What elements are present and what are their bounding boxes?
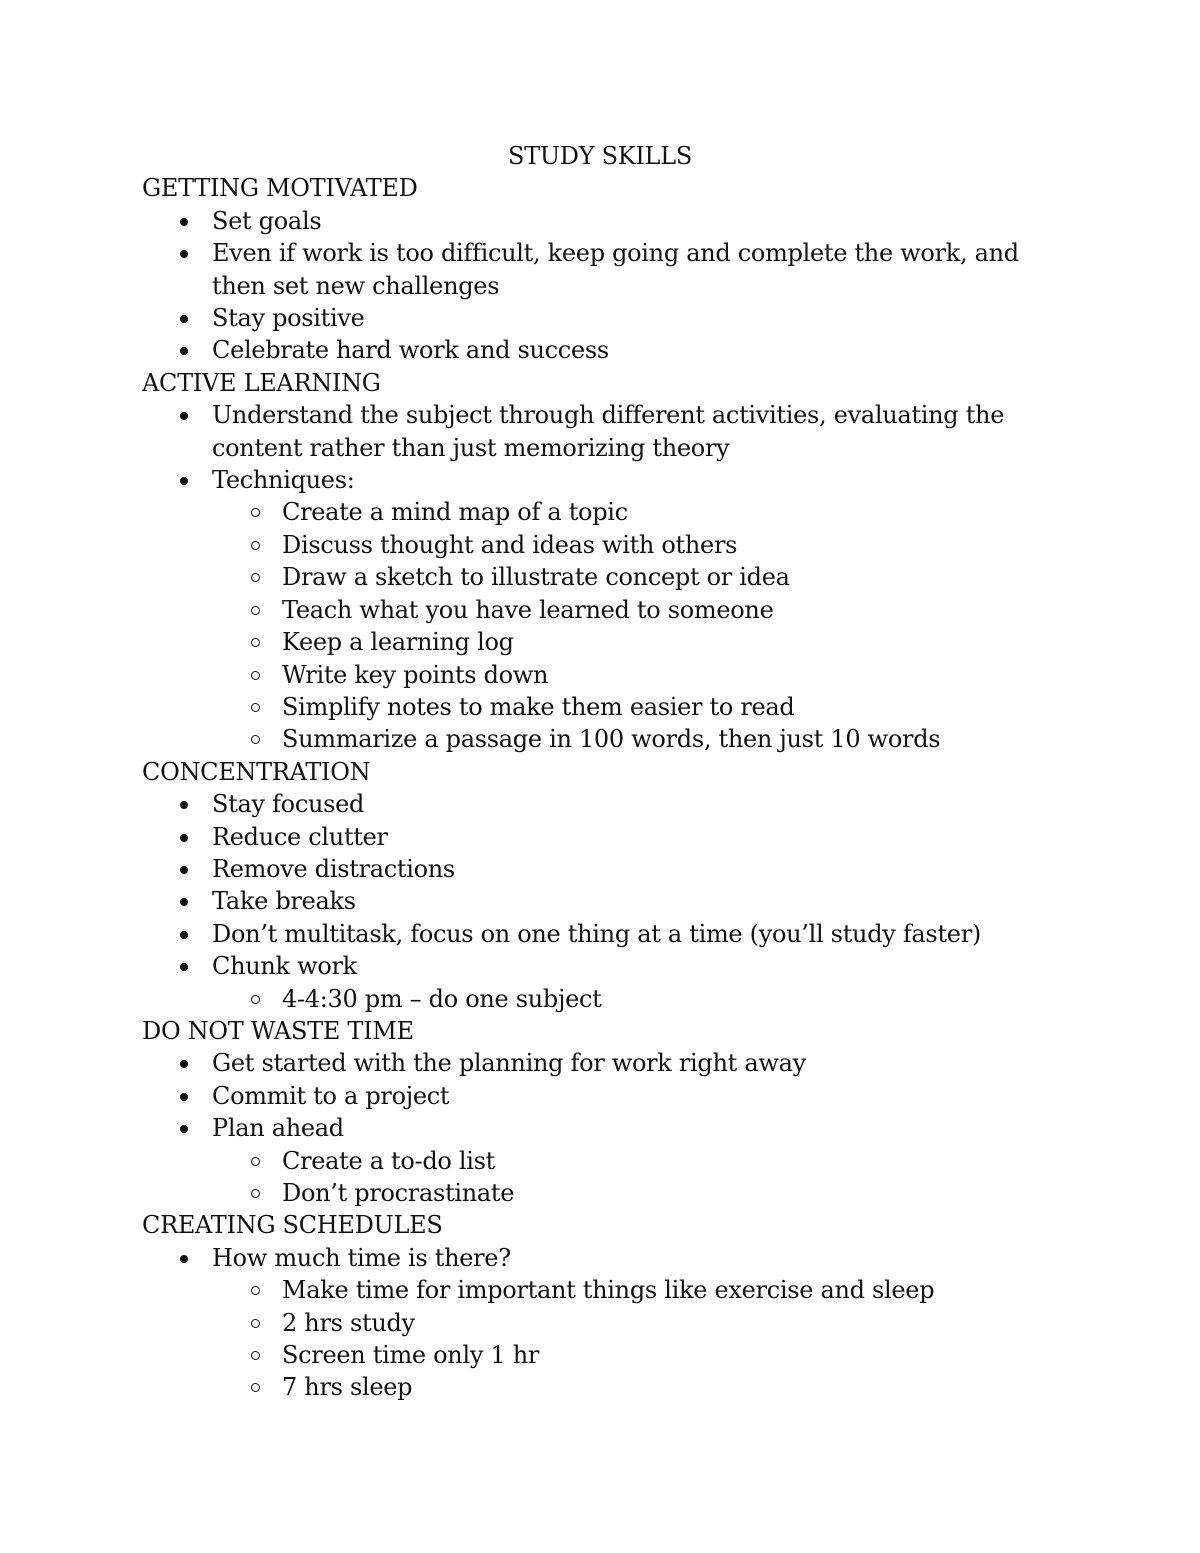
bullet-list xyxy=(142,205,1072,367)
bullet-item-text: Plan ahead xyxy=(212,1114,344,1143)
bullet-item-text: Techniques: xyxy=(212,466,355,495)
section-heading: ACTIVE LEARNING xyxy=(142,368,381,397)
sub-bullet-list xyxy=(212,983,1072,1015)
sub-bullet-item: Don’t procrastinate xyxy=(212,1177,1072,1209)
sub-bullet-item: 7 hrs sleep xyxy=(212,1371,1072,1403)
sub-bullet-item: Make time for important things like exercise and sleep xyxy=(212,1274,1072,1306)
sub-bullet-list xyxy=(212,1145,1072,1210)
bullet-item xyxy=(142,205,1072,237)
sub-bullet-item: Summarize a passage in 100 words, then just 10 words xyxy=(212,723,1072,755)
bullet-item xyxy=(142,1112,1072,1209)
section-heading: CREATING SCHEDULES xyxy=(142,1211,443,1240)
bullet-item-text: Take breaks xyxy=(212,887,356,916)
sub-bullet-list xyxy=(212,1274,1072,1404)
bullet-item xyxy=(142,464,1072,756)
sub-bullet-item: Write key points down xyxy=(212,659,1072,691)
bullet-item-text: Chunk work xyxy=(212,952,357,981)
bullet-item-text: Stay positive xyxy=(212,304,365,333)
section-heading: CONCENTRATION xyxy=(142,757,371,786)
bullet-list xyxy=(142,788,1072,1015)
bullet-list xyxy=(142,1242,1072,1404)
sub-bullet-item: 4-4:30 pm – do one subject xyxy=(212,983,1072,1015)
bullet-item xyxy=(142,1047,1072,1079)
bullet-item xyxy=(142,1080,1072,1112)
bullet-item-text: Remove distractions xyxy=(212,854,455,883)
bullet-item-text: Don’t multitask, focus on one thing at a time (you’ll study faster) xyxy=(212,919,981,948)
sub-bullet-item: Simplify notes to make them easier to read xyxy=(212,691,1072,723)
sub-bullet-item: Draw a sketch to illustrate concept or idea xyxy=(212,561,1072,593)
bullet-list xyxy=(142,399,1072,755)
bullet-item xyxy=(142,302,1072,334)
bullet-item-text: Get started with the planning for work right away xyxy=(212,1049,806,1078)
bullet-item xyxy=(142,1242,1072,1404)
bullet-item-text: Celebrate hard work and success xyxy=(212,336,609,365)
sub-bullet-item: 2 hrs study xyxy=(212,1307,1072,1339)
bullet-item-text: Even if work is too difficult, keep going and complete the work, and then set new challenges xyxy=(212,239,1019,300)
bullet-item xyxy=(142,788,1072,820)
bullet-item xyxy=(142,853,1072,885)
sub-bullet-item: Screen time only 1 hr xyxy=(212,1339,1072,1371)
bullet-item-text: Stay focused xyxy=(212,790,365,819)
document-sections xyxy=(142,172,1072,1403)
document-title: STUDY SKILLS xyxy=(508,142,692,170)
sub-bullet-item: Create a to-do list xyxy=(212,1145,1072,1177)
bullet-item xyxy=(142,334,1072,366)
sub-bullet-item: Create a mind map of a topic xyxy=(212,496,1072,528)
sub-bullet-item: Discuss thought and ideas with others xyxy=(212,529,1072,561)
sub-bullet-item: Keep a learning log xyxy=(212,626,1072,658)
sub-bullet-list xyxy=(212,496,1072,755)
bullet-item-text: How much time is there? xyxy=(212,1243,511,1272)
section-heading: DO NOT WASTE TIME xyxy=(142,1016,414,1045)
bullet-item xyxy=(142,821,1072,853)
bullet-list xyxy=(142,1047,1072,1209)
bullet-item xyxy=(142,885,1072,917)
document-content xyxy=(142,140,1072,1404)
section-heading: GETTING MOTIVATED xyxy=(142,174,418,203)
bullet-item xyxy=(142,950,1072,1015)
bullet-item-text: Commit to a project xyxy=(212,1081,450,1110)
bullet-item xyxy=(142,918,1072,950)
sub-bullet-item: Teach what you have learned to someone xyxy=(212,594,1072,626)
bullet-item-text: Reduce clutter xyxy=(212,822,388,851)
bullet-item xyxy=(142,399,1072,464)
bullet-item-text: Understand the subject through different activities, evaluating the content rather than just memorizing theory xyxy=(212,401,1005,462)
bullet-item xyxy=(142,237,1072,302)
bullet-item-text: Set goals xyxy=(212,206,322,235)
